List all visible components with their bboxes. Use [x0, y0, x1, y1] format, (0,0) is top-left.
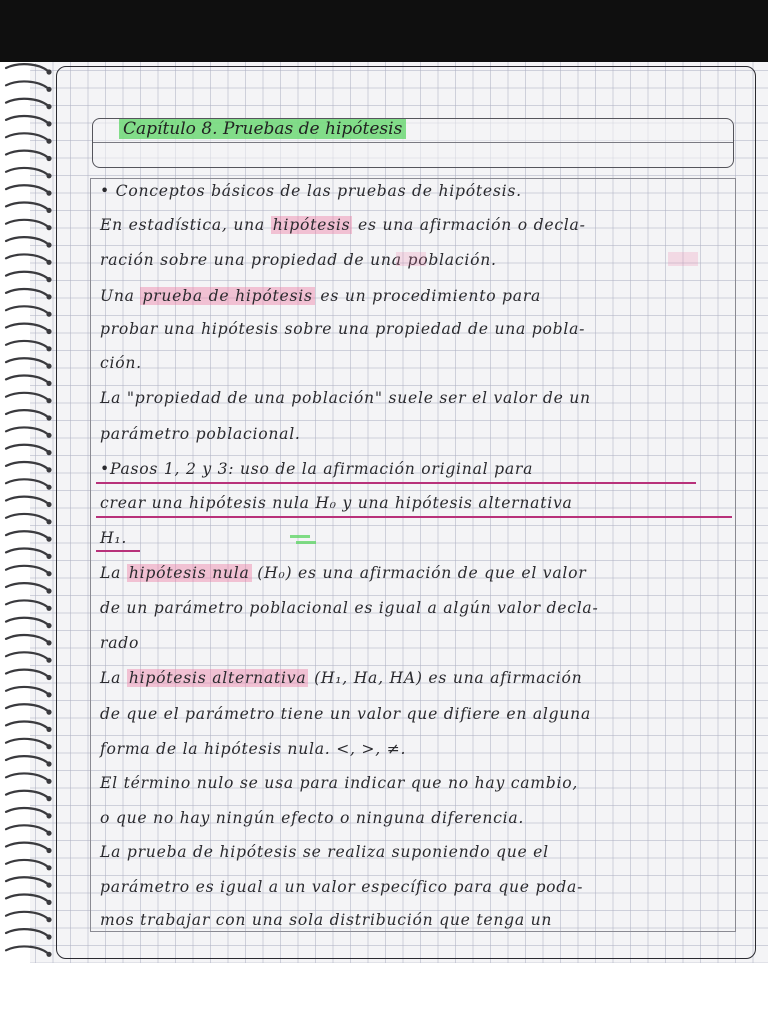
underline-magenta [96, 516, 732, 518]
spiral-hole [46, 710, 51, 715]
note-line: rado [100, 634, 140, 652]
spiral-hole [46, 104, 51, 109]
highlight-term: prueba de hipótesis [142, 287, 313, 305]
note-line: • Conceptos básicos de las pruebas de hipótesis. [100, 182, 522, 200]
spiral-hole [46, 554, 51, 559]
spiral-hole [46, 156, 51, 161]
spiral-coil [6, 289, 48, 296]
spiral-hole [46, 450, 51, 455]
spiral-hole [46, 692, 51, 697]
spiral-coil [6, 946, 48, 953]
spiral-coil [6, 220, 48, 227]
spiral-coil [6, 600, 48, 607]
spiral-hole [46, 934, 51, 939]
spiral-coil [6, 687, 48, 694]
spiral-hole [46, 485, 51, 490]
spiral-coil [6, 860, 48, 867]
spiral-hole [46, 571, 51, 576]
spiral-hole [46, 277, 51, 282]
pink-smudge [668, 252, 698, 266]
note-line: o que no hay ningún efecto o ninguna diferencia. [100, 809, 525, 827]
spiral-coil [6, 185, 48, 192]
spiral-coil [6, 773, 48, 780]
spiral-coil [6, 895, 48, 902]
spiral-hole [46, 121, 51, 126]
note-line: •Pasos 1, 2 y 3: uso de la afirmación original para [100, 460, 534, 478]
spiral-coil [6, 341, 48, 348]
page-title [119, 119, 406, 139]
spiral-hole [46, 831, 51, 836]
spiral-hole [46, 191, 51, 196]
spiral-coil [6, 756, 48, 763]
spiral-hole [46, 883, 51, 888]
note-line: La "propiedad de una población" suele ser el valor de un [100, 389, 591, 407]
note-line: La hipótesis alternativa (H₁, Ha, HA) es una afirmación [100, 669, 583, 687]
spiral-hole [46, 329, 51, 334]
note-line: de un parámetro poblacional es igual a algún valor decla- [100, 599, 599, 617]
spiral-binding [0, 60, 56, 960]
spiral-hole [46, 260, 51, 265]
spiral-coil [6, 929, 48, 936]
note-line: La hipótesis nula (H₀) es una afirmación de que el valor [100, 564, 587, 582]
spiral-hole [46, 606, 51, 611]
spiral-hole [46, 398, 51, 403]
green-mark [290, 535, 310, 538]
spiral-coil [6, 324, 48, 331]
spiral-coil [6, 843, 48, 850]
spiral-hole [46, 848, 51, 853]
spiral-hole [46, 917, 51, 922]
spiral-coil [6, 462, 48, 469]
spiral-coil [6, 393, 48, 400]
spiral-coil [6, 514, 48, 521]
spiral-coil [6, 445, 48, 452]
spiral-coil [6, 549, 48, 556]
spiral-hole [46, 640, 51, 645]
highlight-term: hipótesis [272, 216, 351, 234]
spiral-hole [46, 952, 51, 957]
spiral-coil [6, 99, 48, 106]
spiral-hole [46, 675, 51, 680]
spiral-coil [6, 739, 48, 746]
spiral-coil [6, 531, 48, 538]
spiral-coil [6, 583, 48, 590]
spiral-hole [46, 173, 51, 178]
spiral-coil [6, 497, 48, 504]
note-line: de que el parámetro tiene un valor que difiere en alguna [100, 705, 591, 723]
title-box [92, 118, 734, 168]
spiral-hole [46, 208, 51, 213]
note-line: H₁. [100, 529, 128, 547]
spiral-coil [6, 722, 48, 729]
spiral-hole [46, 727, 51, 732]
spiral-coil [6, 877, 48, 884]
spiral-hole [46, 900, 51, 905]
spiral-coil [6, 81, 48, 88]
note-line: Una prueba de hipótesis es un procedimiento para [100, 287, 542, 305]
spiral-hole [46, 87, 51, 92]
spiral-coil [6, 133, 48, 140]
spiral-hole [46, 779, 51, 784]
note-line: La prueba de hipótesis se realiza suponiendo que el [100, 843, 549, 861]
highlight-term: hipótesis nula [128, 564, 250, 582]
spiral-hole [46, 346, 51, 351]
spiral-hole [46, 242, 51, 247]
spiral-coil [6, 566, 48, 573]
spiral-hole [46, 502, 51, 507]
spiral-coil [6, 618, 48, 625]
spiral-hole [46, 381, 51, 386]
spiral-hole [46, 467, 51, 472]
spiral-coil [6, 670, 48, 677]
spiral-hole [46, 588, 51, 593]
green-mark [296, 541, 316, 544]
spiral-hole [46, 294, 51, 299]
note-line: probar una hipótesis sobre una propiedad de una pobla- [100, 320, 586, 338]
spiral-coil [6, 791, 48, 798]
spiral-hole [46, 537, 51, 542]
spiral-coil [6, 116, 48, 123]
spiral-coil [6, 479, 48, 486]
spiral-hole [46, 519, 51, 524]
spiral-hole [46, 312, 51, 317]
spiral-hole [46, 364, 51, 369]
note-line: parámetro poblacional. [100, 425, 301, 443]
spiral-coil [6, 64, 48, 71]
spiral-coil [6, 254, 48, 261]
spiral-coil [6, 825, 48, 832]
spiral-hole [46, 623, 51, 628]
photo-background-bottom [0, 963, 768, 1024]
spiral-coil [6, 635, 48, 642]
spiral-coil [6, 427, 48, 434]
underline-magenta [96, 482, 696, 484]
spiral-coil [6, 652, 48, 659]
note-line: El término nulo se usa para indicar que no hay cambio, [100, 774, 579, 792]
pink-smudge [396, 252, 426, 266]
spiral-coil [6, 358, 48, 365]
spiral-coil [6, 912, 48, 919]
note-line: parámetro es igual a un valor específico para que poda- [100, 878, 584, 896]
spiral-hole [46, 865, 51, 870]
spiral-coil [6, 306, 48, 313]
spiral-coil [6, 168, 48, 175]
spiral-coil [6, 410, 48, 417]
spiral-coil [6, 237, 48, 244]
spiral-hole [46, 69, 51, 74]
spiral-hole [46, 813, 51, 818]
underline-magenta [96, 550, 140, 552]
spiral-coil [6, 704, 48, 711]
spiral-hole [46, 658, 51, 663]
spiral-hole [46, 744, 51, 749]
spiral-coil [6, 272, 48, 279]
note-line: crear una hipótesis nula H₀ y una hipótesis alternativa [100, 494, 573, 512]
note-line: mos trabajar con una sola distribución que tenga un [100, 911, 553, 929]
spiral-hole [46, 139, 51, 144]
spiral-hole [46, 433, 51, 438]
spiral-coil [6, 376, 48, 383]
spiral-hole [46, 415, 51, 420]
spiral-hole [46, 796, 51, 801]
spiral-hole [46, 761, 51, 766]
spiral-coil [6, 151, 48, 158]
note-line: En estadística, una hipótesis es una afirmación o decla- [100, 216, 586, 234]
photo-background-top [0, 0, 768, 62]
title-highlight: Capítulo 8. Pruebas de hipótesis [119, 119, 406, 139]
spiral-coil [6, 203, 48, 210]
note-line: ción. [100, 354, 142, 372]
spiral-coil [6, 808, 48, 815]
note-line: ración sobre una propiedad de una población. [100, 251, 497, 269]
note-line: forma de la hipótesis nula. <, >, ≠. [100, 740, 407, 758]
spiral-hole [46, 225, 51, 230]
title-divider [93, 142, 733, 143]
highlight-term: hipótesis alternativa [128, 669, 307, 687]
